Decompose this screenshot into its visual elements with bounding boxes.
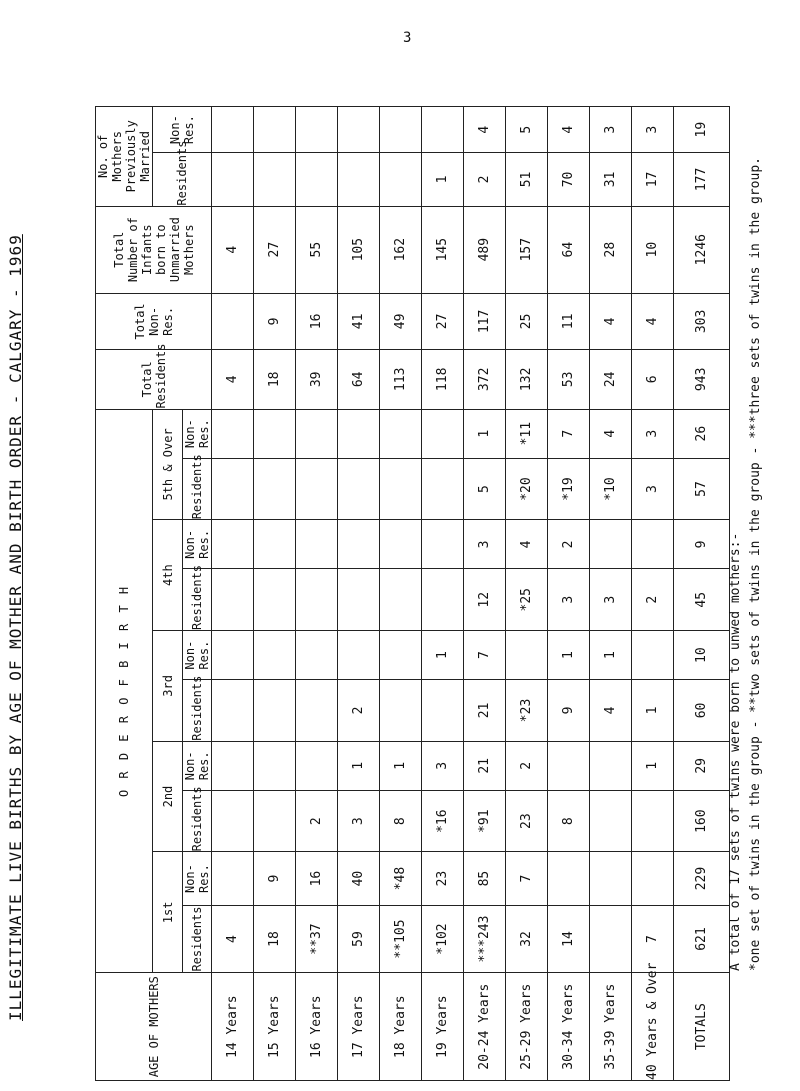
table-cell	[254, 409, 296, 458]
header-age-of-mothers: AGE OF MOTHERS	[96, 973, 212, 1081]
table-cell	[590, 741, 632, 790]
table-cell: 8	[548, 790, 590, 852]
table-cell: 40	[338, 852, 380, 905]
table-cell: *10	[590, 458, 632, 520]
table-cell	[212, 409, 254, 458]
table-cell: 118	[422, 350, 464, 409]
header-residents: Residents	[183, 680, 212, 742]
header-non-res: Non-Res.	[183, 852, 212, 905]
table-cell	[338, 458, 380, 520]
table-cell: 105	[338, 206, 380, 293]
table-cell: 23	[506, 790, 548, 852]
table-cell: 64	[338, 350, 380, 409]
table-cell: 162	[380, 206, 422, 293]
header-prev-non-res: Non-Res.	[153, 107, 212, 153]
table-cell: 1	[632, 741, 674, 790]
table-cell: ***243	[464, 905, 506, 973]
table-cell	[380, 409, 422, 458]
table-cell	[212, 293, 254, 349]
table-cell: 7	[548, 409, 590, 458]
table-cell	[590, 905, 632, 973]
table-cell: 10	[674, 631, 730, 680]
table-row	[338, 107, 380, 1081]
table-row	[464, 107, 506, 1081]
table-cell: 2	[632, 569, 674, 631]
table-cell: 3	[632, 107, 674, 153]
table-cell: 9	[254, 852, 296, 905]
table-cell	[212, 153, 254, 206]
births-table	[95, 106, 730, 1081]
table-cell: 2	[548, 520, 590, 569]
table-cell: 49	[380, 293, 422, 349]
table-cell: 2	[338, 680, 380, 742]
table-cell: 41	[338, 293, 380, 349]
table-row	[590, 107, 632, 1081]
table-cell: 29	[674, 741, 730, 790]
table-cell	[380, 680, 422, 742]
table-cell	[338, 107, 380, 153]
table-cell: 4	[506, 520, 548, 569]
table-cell	[422, 107, 464, 153]
table-cell: 4	[632, 293, 674, 349]
table-cell: 303	[674, 293, 730, 349]
table-cell: 4	[212, 905, 254, 973]
table-cell: 3	[632, 409, 674, 458]
header-non-res: Non-Res.	[183, 520, 212, 569]
table-cell	[548, 741, 590, 790]
footnote-twins-total: A total of 17 sets of twins were born to unwed mothers:-	[728, 532, 743, 971]
table-cell: 132	[506, 350, 548, 409]
table-cell	[296, 458, 338, 520]
table-cell	[212, 741, 254, 790]
table-cell: 18	[254, 905, 296, 973]
table-cell: 4	[590, 293, 632, 349]
table-cell	[338, 153, 380, 206]
table-cell	[254, 569, 296, 631]
totals-row	[674, 107, 730, 1081]
table-cell	[590, 520, 632, 569]
table-cell	[632, 790, 674, 852]
table-row	[548, 107, 590, 1081]
table-cell: 53	[548, 350, 590, 409]
age-group-label: 14 Years	[212, 973, 254, 1081]
table-cell: 1	[590, 631, 632, 680]
table-cell	[296, 741, 338, 790]
table-cell	[296, 107, 338, 153]
age-group-label: 19 Years	[422, 973, 464, 1081]
age-group-label: 18 Years	[380, 973, 422, 1081]
table-cell: 2	[464, 153, 506, 206]
header-non-res: Non-Res.	[183, 741, 212, 790]
table-cell: 27	[254, 206, 296, 293]
table-cell	[212, 631, 254, 680]
table-cell: 3	[548, 569, 590, 631]
header-total-unmarried: Total Number of Infants born to Unmarried Mothers	[96, 206, 212, 293]
table-cell	[338, 569, 380, 631]
table-cell: **105	[380, 905, 422, 973]
table-cell	[632, 631, 674, 680]
header-order-1st: 1st	[153, 852, 183, 973]
table-cell: 57	[674, 458, 730, 520]
table-cell: 7	[632, 905, 674, 973]
table-cell: 16	[296, 293, 338, 349]
table-cell	[254, 680, 296, 742]
table-cell: 51	[506, 153, 548, 206]
header-order-2nd: 2nd	[153, 741, 183, 852]
table-cell: 7	[506, 852, 548, 905]
table-cell: *16	[422, 790, 464, 852]
table-cell: 9	[674, 520, 730, 569]
table-cell: *19	[548, 458, 590, 520]
table-cell	[296, 153, 338, 206]
table-cell: **37	[296, 905, 338, 973]
age-group-label: 40 Years & Over	[632, 973, 674, 1081]
table-cell: 229	[674, 852, 730, 905]
table-cell	[380, 458, 422, 520]
table-cell: 177	[674, 153, 730, 206]
table-cell: *48	[380, 852, 422, 905]
table-cell: 1	[422, 153, 464, 206]
header-residents: Residents	[183, 569, 212, 631]
table-row	[506, 107, 548, 1081]
table-cell	[212, 852, 254, 905]
table-cell: 8	[380, 790, 422, 852]
age-group-label: 15 Years	[254, 973, 296, 1081]
table-cell	[212, 680, 254, 742]
table-cell: 489	[464, 206, 506, 293]
table-cell	[548, 852, 590, 905]
table-cell	[296, 569, 338, 631]
table-cell: 5	[464, 458, 506, 520]
header-residents: Residents	[183, 790, 212, 852]
header-order-5th-over: 5th & Over	[153, 409, 183, 520]
table-cell: 9	[254, 293, 296, 349]
table-cell: 1246	[674, 206, 730, 293]
table-row	[254, 107, 296, 1081]
header-residents: Residents	[183, 905, 212, 973]
table-cell: 25	[506, 293, 548, 349]
table-row	[380, 107, 422, 1081]
header-order-4th: 4th	[153, 520, 183, 631]
totals-label: TOTALS	[674, 973, 730, 1081]
table-cell: 621	[674, 905, 730, 973]
table-cell: 157	[506, 206, 548, 293]
table-cell: 2	[296, 790, 338, 852]
table-cell	[422, 569, 464, 631]
table-cell	[632, 852, 674, 905]
table-cell: 59	[338, 905, 380, 973]
table-cell: *11	[506, 409, 548, 458]
table-cell: 1	[338, 741, 380, 790]
table-cell	[212, 107, 254, 153]
table-cell	[254, 520, 296, 569]
page-number: 3	[403, 30, 412, 46]
table-cell: 26	[674, 409, 730, 458]
age-group-label: 16 Years	[296, 973, 338, 1081]
table-cell: 9	[548, 680, 590, 742]
table-cell	[212, 458, 254, 520]
table-cell: 372	[464, 350, 506, 409]
header-order-3rd: 3rd	[153, 631, 183, 742]
table-cell: 17	[632, 153, 674, 206]
table-cell: 18	[254, 350, 296, 409]
table-cell: 3	[590, 107, 632, 153]
header-total-non-res: Total Non-Res.	[96, 293, 212, 349]
table-cell	[338, 520, 380, 569]
table-cell: 64	[548, 206, 590, 293]
table-cell	[212, 790, 254, 852]
header-residents: Residents	[183, 458, 212, 520]
table-cell: *23	[506, 680, 548, 742]
table-cell: *20	[506, 458, 548, 520]
table-cell: 45	[674, 569, 730, 631]
table-cell	[254, 458, 296, 520]
table-cell	[506, 631, 548, 680]
table-cell: 28	[590, 206, 632, 293]
header-prev-residents: Residents	[153, 153, 212, 206]
age-group-label: 25-29 Years	[506, 973, 548, 1081]
table-cell	[338, 409, 380, 458]
table-cell	[422, 458, 464, 520]
table-cell	[338, 631, 380, 680]
table-cell: 4	[464, 107, 506, 153]
table-row	[422, 107, 464, 1081]
table-cell: 3	[338, 790, 380, 852]
table-cell: 70	[548, 153, 590, 206]
table-cell: 27	[422, 293, 464, 349]
table-cell: 3	[422, 741, 464, 790]
table-cell: 55	[296, 206, 338, 293]
table-cell: 6	[632, 350, 674, 409]
table-cell: 4	[590, 409, 632, 458]
table-cell	[380, 153, 422, 206]
table-cell: 4	[212, 206, 254, 293]
table-cell: 4	[212, 350, 254, 409]
table-cell: 60	[674, 680, 730, 742]
table-cell: 11	[548, 293, 590, 349]
table-cell	[254, 153, 296, 206]
table-cell: 4	[548, 107, 590, 153]
table-cell	[590, 790, 632, 852]
table-cell	[380, 520, 422, 569]
table-cell	[380, 107, 422, 153]
table-cell	[422, 520, 464, 569]
table-cell: 7	[464, 631, 506, 680]
table-cell	[296, 680, 338, 742]
table-cell: 14	[548, 905, 590, 973]
table-cell: 1	[632, 680, 674, 742]
age-group-label: 30-34 Years	[548, 973, 590, 1081]
table-cell: 1	[464, 409, 506, 458]
table-cell	[296, 631, 338, 680]
header-previously-married: No. of Mothers Previously Married	[96, 107, 153, 207]
table-cell	[590, 852, 632, 905]
table-cell	[380, 631, 422, 680]
table-cell: 19	[674, 107, 730, 153]
table-cell	[212, 569, 254, 631]
table-cell: 32	[506, 905, 548, 973]
age-group-label: 35-39 Years	[590, 973, 632, 1081]
table-cell: *102	[422, 905, 464, 973]
table-row	[212, 107, 254, 1081]
page-title: ILLEGITIMATE LIVE BIRTHS BY AGE OF MOTHER AND BIRTH ORDER - CALGARY - 1969	[6, 234, 25, 1021]
table-cell: 3	[464, 520, 506, 569]
header-non-res: Non-Res.	[183, 409, 212, 458]
table-cell	[254, 790, 296, 852]
table-row	[296, 107, 338, 1081]
table-cell: 1	[380, 741, 422, 790]
table-cell: 943	[674, 350, 730, 409]
table-cell	[296, 409, 338, 458]
table-cell: 21	[464, 741, 506, 790]
header-order-of-birth: O R D E R O F B I R T H	[96, 409, 153, 973]
table-cell: 117	[464, 293, 506, 349]
header-total-residents: Total Residents	[96, 350, 212, 409]
table-cell	[632, 520, 674, 569]
header-non-res: Non-Res.	[183, 631, 212, 680]
table-cell: 24	[590, 350, 632, 409]
table-cell: 31	[590, 153, 632, 206]
table-cell: 16	[296, 852, 338, 905]
table-cell	[254, 631, 296, 680]
table-cell	[422, 680, 464, 742]
table-cell: *25	[506, 569, 548, 631]
age-group-label: 17 Years	[338, 973, 380, 1081]
table-cell: 23	[422, 852, 464, 905]
table-cell: 4	[590, 680, 632, 742]
table-cell: 3	[632, 458, 674, 520]
table-cell: 5	[506, 107, 548, 153]
table-cell: 3	[590, 569, 632, 631]
table-cell: *91	[464, 790, 506, 852]
table-cell: 113	[380, 350, 422, 409]
table-cell: 10	[632, 206, 674, 293]
table-cell: 12	[464, 569, 506, 631]
table-cell: 21	[464, 680, 506, 742]
table-row	[632, 107, 674, 1081]
table-cell: 160	[674, 790, 730, 852]
table-cell: 39	[296, 350, 338, 409]
table-cell	[296, 520, 338, 569]
table-cell: 1	[422, 631, 464, 680]
table-cell	[254, 107, 296, 153]
table-cell	[380, 569, 422, 631]
table-cell: 1	[548, 631, 590, 680]
table-cell	[212, 520, 254, 569]
table-cell: 145	[422, 206, 464, 293]
footnote-twins-legend: *one set of twins in the group - **two sets of twins in the group - ***three sets of twins in the group.	[748, 157, 763, 971]
table-cell	[422, 409, 464, 458]
table-cell: 2	[506, 741, 548, 790]
table-cell	[254, 741, 296, 790]
table-cell: 85	[464, 852, 506, 905]
age-group-label: 20-24 Years	[464, 973, 506, 1081]
